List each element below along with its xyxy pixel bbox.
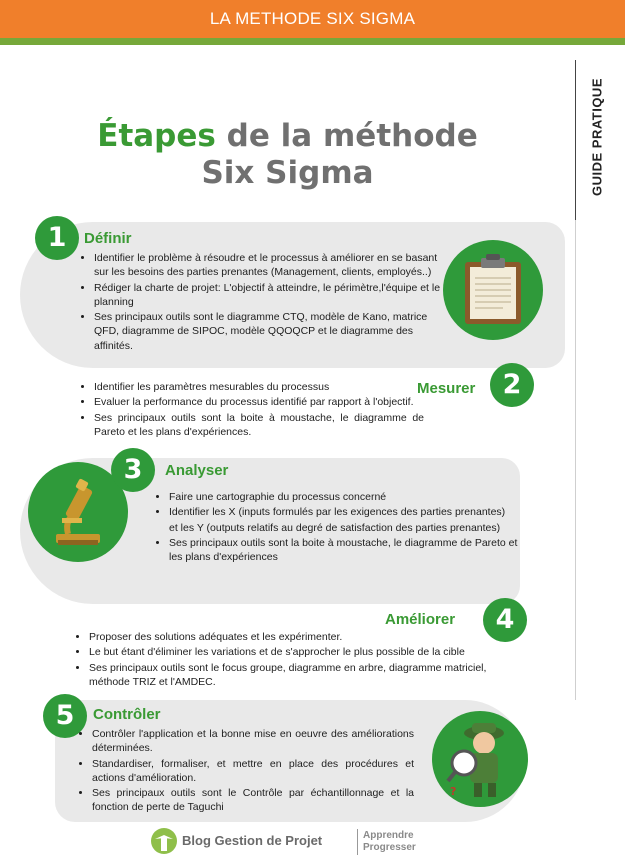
title-rest: de la méthode xyxy=(215,118,478,154)
list-item: • Identifier les paramètres mesurables du processus xyxy=(94,380,424,394)
header-stripe xyxy=(0,38,625,45)
list-item: • Ses principaux outils sont le Contrôle par échantillonnage et la fonction de perte de Taguchi xyxy=(92,786,414,815)
step-1-heading: Définir xyxy=(84,230,132,247)
step-4-number: 4 xyxy=(483,598,527,642)
step-2-points xyxy=(80,380,424,440)
step-3-points xyxy=(155,490,529,565)
list-item: • Ses principaux outils sont la boite à moustache, le diagramme de Pareto et les plans d'expériences xyxy=(169,536,529,565)
step-3-heading: Analyser xyxy=(165,462,229,479)
step-5-points xyxy=(78,727,414,816)
step-5-number: 5 xyxy=(43,694,87,738)
footer-tag-progress: Progresser xyxy=(363,842,416,853)
step-1-points xyxy=(80,251,444,354)
clipboard-icon xyxy=(443,240,543,340)
step-4-points xyxy=(75,630,504,690)
page-title xyxy=(0,118,575,154)
step-1-number: 1 xyxy=(35,216,79,260)
header-banner: LA METHODE SIX SIGMA xyxy=(0,0,625,38)
title-highlight: Étapes xyxy=(97,118,216,154)
svg-text:?: ? xyxy=(450,785,457,798)
list-item: • Evaluer la performance du processus identifié par rapport à l'objectif. xyxy=(94,395,424,409)
list-item: • Identifier le problème à résoudre et le processus à améliorer en se basant sur les besoins des parties prenantes (Management, clients, employés..) xyxy=(94,251,444,280)
list-item: • Ses principaux outils sont la boite à moustache, le diagramme de Pareto et les plans d'expériences. xyxy=(94,411,424,440)
list-item: • Ses principaux outils sont le diagramme CTQ, modèle de Kano, matrice QFD, diagramme de SIPOC, modèle QQOQCP et le diagramme des affinités. xyxy=(94,310,444,353)
side-divider-accent xyxy=(575,60,576,220)
list-item: • Faire une cartographie du processus concerné xyxy=(169,490,529,504)
list-item: • Rédiger la charte de projet: L'objectif à atteindre, le périmètre,l'équipe et le planning xyxy=(94,281,444,310)
footer-divider xyxy=(357,829,358,855)
page-title-line2: Six Sigma xyxy=(201,155,374,191)
step-5-heading: Contrôler xyxy=(93,706,161,723)
guide-label: GUIDE PRATIQUE xyxy=(589,78,605,196)
footer-tag-learn: Apprendre xyxy=(363,830,414,841)
logo-icon xyxy=(150,827,178,855)
footer-brand: Blog Gestion de Projet xyxy=(182,833,323,848)
list-item: • Standardiser, formaliser, et mettre en place des procédures et actions d'amélioration. xyxy=(92,757,414,786)
list-item: • Contrôler l'application et la bonne mise en oeuvre des améliorations déterminées. xyxy=(92,727,414,756)
list-item: • Le but étant d'éliminer les variations et de s'approcher le plus possible de la cible xyxy=(89,645,504,659)
step-2-number: 2 xyxy=(490,363,534,407)
footer-logo xyxy=(150,825,450,855)
list-item: • Identifier les X (inputs formulés par les exigences des parties prenantes) xyxy=(169,505,529,519)
detective-icon xyxy=(432,711,528,807)
step-4-heading: Améliorer xyxy=(385,611,456,628)
step-3-number: 3 xyxy=(111,448,155,492)
step-2-heading: Mesurer xyxy=(417,380,476,397)
list-item: et les Y (outputs relatifs au degré de satisfaction des parties prenantes) xyxy=(169,521,501,534)
list-item: • Proposer des solutions adéquates et les expérimenter. xyxy=(89,630,504,644)
list-item: • Ses principaux outils sont le focus groupe, diagramme en arbre, diagramme matriciel, méthode TRIZ et l'AMDEC. xyxy=(89,661,504,690)
